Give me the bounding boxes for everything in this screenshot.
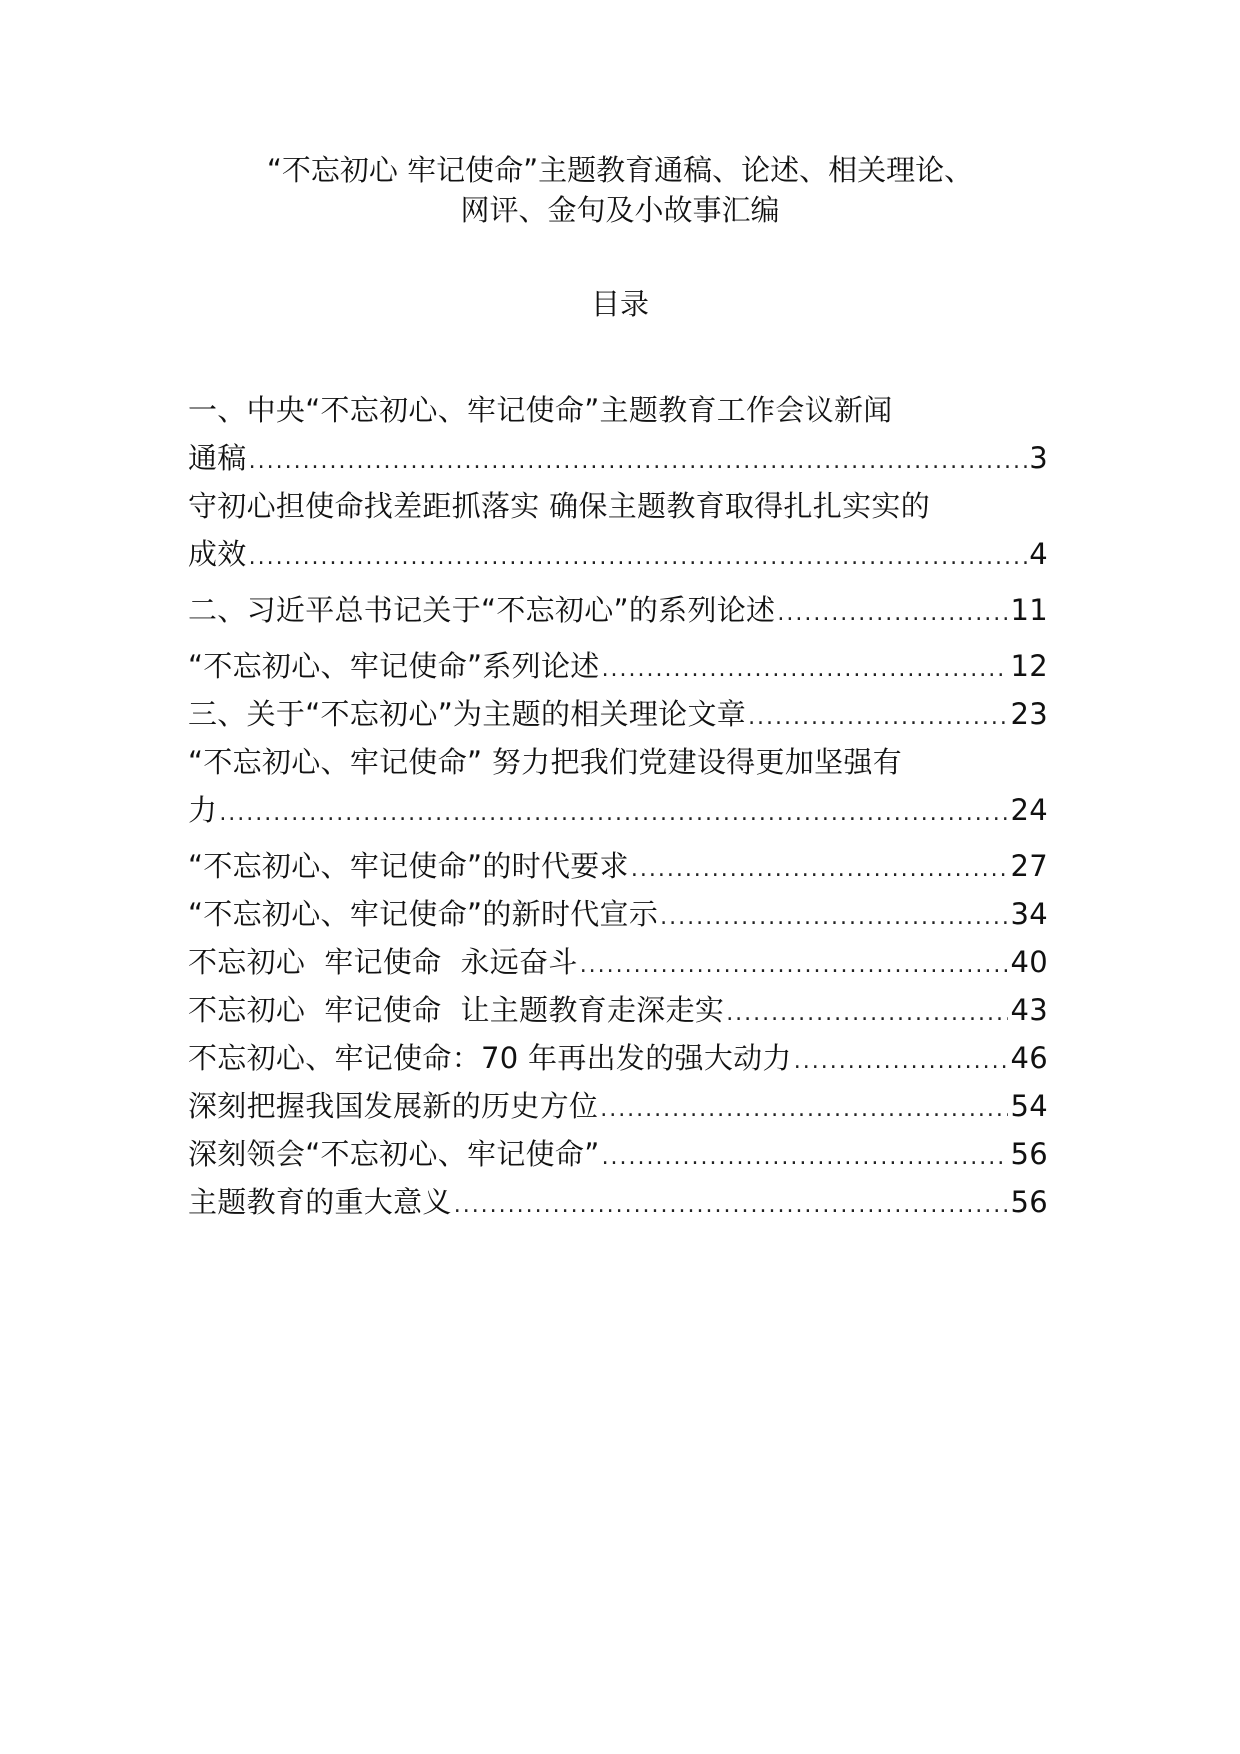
toc-entry-text-line2: 成效 bbox=[188, 537, 247, 571]
toc-entry-text: 主题教育的重大意义 bbox=[188, 1185, 452, 1219]
dot-leader bbox=[454, 1178, 1009, 1230]
dot-leader bbox=[249, 434, 1028, 486]
toc-entry-1[interactable] bbox=[188, 386, 1048, 482]
toc-entry-text: 三、关于“不忘初心”为主题的相关理论文章 bbox=[188, 697, 747, 731]
toc-page-number: 24 bbox=[1010, 793, 1048, 827]
toc-page-number: 46 bbox=[1010, 1041, 1048, 1075]
toc-entry-text-line1: “不忘初心、牢记使命” 努力把我们党建设得更加坚强有 bbox=[188, 745, 903, 779]
document-title-line-2: 网评、金句及小故事汇编 bbox=[460, 193, 780, 227]
dot-leader bbox=[580, 938, 1009, 990]
toc-entry-text-line1: 守初心担使命找差距抓落实 确保主题教育取得扎扎实实的 bbox=[188, 489, 931, 523]
dot-leader bbox=[219, 786, 1008, 838]
toc-page-number: 34 bbox=[1010, 897, 1048, 931]
toc-entry-text-line2: 通稿 bbox=[188, 441, 247, 475]
dot-leader bbox=[600, 1082, 1008, 1134]
toc-entry-8[interactable] bbox=[188, 890, 1048, 938]
dot-leader bbox=[794, 1034, 1009, 1086]
dot-leader bbox=[602, 642, 1009, 694]
toc-page-number: 40 bbox=[1010, 945, 1048, 979]
toc-page-number: 27 bbox=[1010, 849, 1048, 883]
toc-heading: 目录 bbox=[590, 287, 649, 321]
toc-page-number: 4 bbox=[1029, 537, 1048, 571]
toc-entry-5[interactable] bbox=[188, 690, 1048, 738]
toc-page-number: 12 bbox=[1010, 649, 1048, 683]
toc-page-number: 56 bbox=[1010, 1185, 1048, 1219]
table-of-contents bbox=[188, 386, 1048, 1226]
toc-page-number: 11 bbox=[1010, 593, 1048, 627]
toc-entry-12[interactable] bbox=[188, 1082, 1048, 1130]
toc-entry-text: 不忘初心、牢记使命：70 年再出发的强大动力 bbox=[188, 1041, 792, 1075]
toc-entry-text: “不忘初心、牢记使命”系列论述 bbox=[188, 649, 600, 683]
toc-entry-text: 深刻把握我国发展新的历史方位 bbox=[188, 1089, 599, 1123]
toc-entry-13[interactable] bbox=[188, 1130, 1048, 1178]
dot-leader bbox=[249, 530, 1028, 582]
dot-leader bbox=[631, 842, 1009, 894]
toc-entry-text: “不忘初心、牢记使命”的新时代宣示 bbox=[188, 897, 659, 931]
document-title bbox=[150, 150, 1090, 230]
toc-entry-6[interactable] bbox=[188, 738, 1048, 834]
toc-entry-9[interactable] bbox=[188, 938, 1048, 986]
toc-entry-10[interactable] bbox=[188, 986, 1048, 1034]
toc-entry-text: 二、习近平总书记关于“不忘初心”的系列论述 bbox=[188, 593, 776, 627]
toc-page-number: 3 bbox=[1029, 441, 1048, 475]
dot-leader bbox=[726, 986, 1008, 1038]
toc-entry-14[interactable] bbox=[188, 1178, 1048, 1226]
toc-entry-text-line1: 一、中央“不忘初心、牢记使命”主题教育工作会议新闻 bbox=[188, 393, 893, 427]
toc-entry-text-line2: 力 bbox=[188, 793, 218, 827]
toc-entry-text: 深刻领会“不忘初心、牢记使命” bbox=[188, 1137, 600, 1171]
dot-leader bbox=[777, 586, 1008, 638]
toc-page-number: 56 bbox=[1010, 1137, 1048, 1171]
toc-entry-text: 不忘初心 牢记使命 让主题教育走深走实 bbox=[188, 993, 725, 1027]
toc-page-number: 23 bbox=[1010, 697, 1048, 731]
toc-entry-4[interactable] bbox=[188, 642, 1048, 690]
toc-entry-11[interactable] bbox=[188, 1034, 1048, 1082]
toc-entry-2[interactable] bbox=[188, 482, 1048, 578]
toc-page-number: 54 bbox=[1010, 1089, 1048, 1123]
toc-entry-7[interactable] bbox=[188, 842, 1048, 890]
dot-leader bbox=[602, 1130, 1009, 1182]
toc-entry-3[interactable] bbox=[188, 586, 1048, 634]
dot-leader bbox=[748, 690, 1008, 742]
toc-entry-text: 不忘初心 牢记使命 永远奋斗 bbox=[188, 945, 578, 979]
toc-page-number: 43 bbox=[1010, 993, 1048, 1027]
toc-entry-text: “不忘初心、牢记使命”的时代要求 bbox=[188, 849, 629, 883]
dot-leader bbox=[660, 890, 1008, 942]
document-title-line-1: “不忘初心 牢记使命”主题教育通稿、论述、相关理论、 bbox=[266, 153, 974, 187]
